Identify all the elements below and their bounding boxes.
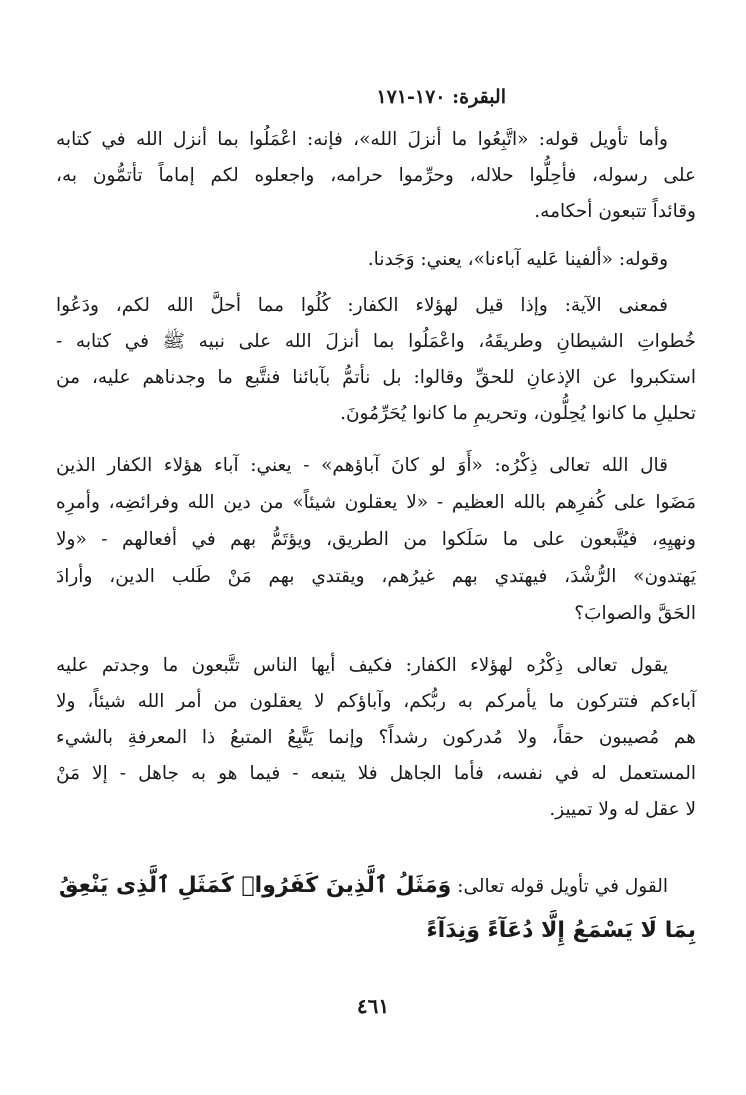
paragraph-3-line-4: تحليلِ ما كانوا يُحِلُّون، وتحريمِ ما كانوا يُحَرِّمُونَ. [340,403,696,424]
paragraph-4-line-1: قال الله تعالى ذِكْرُه: «أَوَ لو كانَ آباؤهم» - يعني: آباء هؤلاء الكفار الذين [56,455,668,476]
verse-part-2: بِمَا لَا يَسْمَعُ إِلَّا دُعَآءً وَنِدَآءً [426,918,696,943]
section-intro: القول في تأويل قوله تعالى: [451,876,668,897]
paragraph-2-line-1: وقوله: «ألفينا عَليه آباءنا»، يعني: وَجَدنا. [367,249,668,270]
paragraph-3-line-3: استكبروا عن الإذعانِ للحقِّ وقالوا: بل نأتمُّ بآبائنا فنتَّبع ما وجدناهم عليه، من [56,367,696,388]
paragraph-3-line-2: خُطواتِ الشيطانِ وطريقَهُ، واعْمَلُوا بما أنزلَ الله على نبيه ﷺ في كتابه - [56,331,696,352]
page-number: ٤٦١ [356,994,390,1018]
paragraph-5-line-4: المستعمل له في نفسه، فأما الجاهل فلا يتبعه - فيما هو به جاهل - إلا مَنْ [56,763,696,784]
verse-part-1: وَمَثَلُ ٱلَّذِينَ كَفَرُوا۟ كَمَثَلِ ٱلَّذِى يَنْعِقُ [58,873,452,898]
page-header: البقرة: ١٧٠-١٧١ [376,86,506,108]
section-heading [59,872,668,901]
paragraph-1-line-1: وأما تأويل قوله: «اتَّبِعُوا ما أنزلَ الله»، فإنه: اعْمَلُوا بما أنزل الله في كتابه [56,129,668,150]
paragraph-1-line-2: على رسوله، فأحِلُّوا حلاله، وحرِّموا حرامه، واجعلوه لكم إماماً تأتمُّون به، [56,165,696,186]
paragraph-4-line-2: مَضَوا على كُفرِهم بالله العظيم - «لا يعقلون شيئاً» من دين الله وفرائضِه، وأمرِه [56,492,696,513]
paragraph-5-line-1: يقول تعالى ذِكْرُه لهؤلاء الكفار: فكيف أيها الناس تتَّبعون ما وجدتم عليه [56,655,668,676]
paragraph-5-line-5: لا عقل له ولا تمييز. [549,799,696,820]
paragraph-1-line-3: وقائداً تتبعون أحكامه. [534,201,696,222]
paragraph-5-line-2: آباءكم فتتركون ما يأمركم به ربُّكم، وآباؤكم لا يعقلون من أمر الله شيئاً، ولا [56,691,696,712]
paragraph-4-line-5: الحَقَّ والصوابَ؟ [574,603,696,624]
paragraph-4-line-4: يَهتدون» الرُّشْدَ، فيهتدي بهم غيرُهم، ويقتدي بهم مَنْ طَلب الدين، وأرادَ [56,566,696,587]
paragraph-3-line-1: فمعنى الآية: وإذا قيل لهؤلاء الكفار: كُلُوا مما أحلَّ الله لكم، ودَعُوا [56,295,668,316]
paragraph-5-line-3: هم مُصيبون حقاً، ولا مُدركون رشداً؟ وإنما يَتَّبِعُ المتبعُ ذا المعرفةِ بالشيء [56,727,696,748]
paragraph-4-line-3: ونهيِهِ، فيُتَّبعون على ما سَلَكوا من الطريق، ويؤتَمُّ بهم في أفعالهم - «ولا [56,529,696,550]
